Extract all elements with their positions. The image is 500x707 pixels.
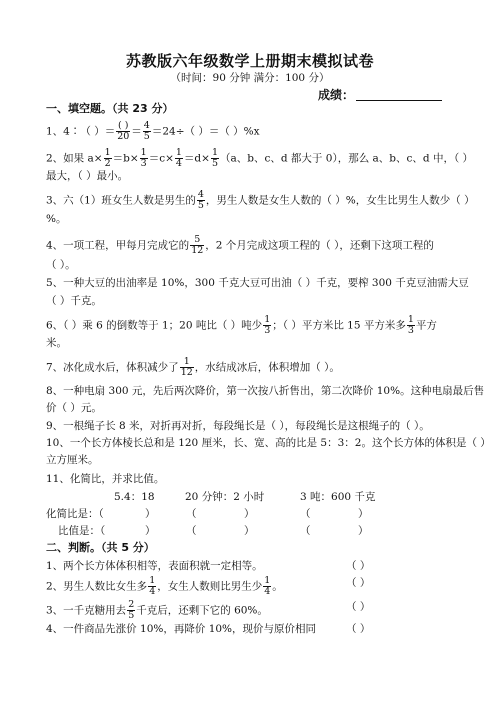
j2-text-c: 。 — [272, 580, 283, 593]
judge-question-1: 1、两个长方体体积相等，表面积就一定相等。 — [46, 560, 263, 572]
question-1-8: 8、一种电扇 300 元，先后两次降价，第一次按八折售出，第二次降价 10%。这种电扇最后售 — [46, 385, 485, 397]
q1-text-c: ＝24÷（ ）＝（ ）%x — [151, 125, 260, 138]
q6-fraction-1 — [263, 315, 271, 336]
question-1-5: 5、一种大豆的出油率是 10%，300 千克大豆可出油（ ）千克，要榨 300 千克豆油需大豆 — [46, 277, 469, 289]
q2-text-c: ＝c× — [148, 152, 174, 165]
judge-question-2 — [46, 576, 480, 597]
judge-answer-2[interactable]: （ ） — [346, 577, 371, 589]
q11-column-1: 5.4：18 — [114, 491, 155, 503]
q1-text-a: 1、4∶（ ）＝ — [46, 125, 116, 138]
question-1-4 — [46, 235, 480, 256]
q6-f2-numerator: 1 — [407, 314, 414, 325]
q2-f1-numerator: 1 — [104, 147, 111, 158]
question-1-1 — [46, 121, 480, 142]
q11-r2-open-2: （ — [186, 525, 197, 537]
j2-text-b: ，女生人数则比男生少 — [157, 580, 263, 593]
j3-numerator: 2 — [128, 599, 135, 610]
q3-denominator: 5 — [197, 200, 204, 211]
j3-fraction — [127, 600, 135, 621]
q1-f1-numerator: ( ) — [118, 120, 129, 131]
q1-f2-denominator: 5 — [143, 131, 150, 142]
question-1-11: 11、化简比，并求比值。 — [46, 473, 165, 485]
q2-text-b: ＝b× — [112, 152, 139, 165]
j2-f2-denominator: 4 — [264, 586, 271, 597]
judge-answer-3[interactable]: （ ） — [346, 601, 371, 613]
q7-numerator: 1 — [180, 357, 194, 368]
question-1-8-line2: 价（ ）元。 — [46, 402, 102, 414]
q6-fraction-2 — [407, 315, 415, 336]
q6-text-c: 平方 — [415, 319, 437, 332]
question-1-4-line2: （ ）。 — [46, 259, 76, 271]
q1-fraction-2 — [143, 121, 151, 142]
q3-fraction — [197, 190, 205, 211]
q11-r2-close-3: ） — [358, 525, 369, 537]
question-1-2-line2: 最大，（ ）最小。 — [46, 170, 129, 182]
q2-f3-denominator: 4 — [175, 158, 182, 169]
q7-text-b: ，水结成冰后，体积增加（ ）。 — [194, 361, 340, 374]
q2-text-e: （a、b、c、d 都大于 0），那么 a、b、c、d 中，（ ） — [220, 152, 474, 165]
q6-text-b: ；（ ）平方米比 15 平方米多 — [272, 319, 406, 332]
q11-r1-close-2: ） — [244, 508, 255, 520]
exam-subtitle: （时间：90 分钟 满分：100 分） — [170, 72, 330, 84]
score-label: 成绩： — [318, 88, 355, 102]
j2-fraction-1 — [148, 576, 156, 597]
section1-heading: 一、填空题。（共 23 分） — [46, 102, 174, 115]
q11-r2-open-3: （ — [300, 525, 311, 537]
question-1-2 — [46, 148, 480, 169]
question-1-7 — [46, 357, 480, 378]
q2-text-d: ＝d× — [183, 152, 210, 165]
q11-r2-close-1: ） — [145, 525, 156, 537]
q7-text-a: 7、冰化成水后，体积减少了 — [46, 361, 179, 374]
q2-fraction-3 — [175, 148, 183, 169]
q2-fraction-4 — [211, 148, 219, 169]
question-1-9: 9、一根绳子长 8 米，对折再对折，每段绳长是（ ），每段绳长是这根绳子的（ ）。 — [46, 420, 430, 432]
judge-answer-4[interactable]: （ ） — [346, 623, 371, 635]
j3-denominator: 5 — [128, 610, 135, 621]
q11-column-3: 3 吨：600 千克 — [300, 491, 376, 503]
q2-f3-numerator: 1 — [175, 147, 182, 158]
q11-column-2: 20 分钟：2 小时 — [185, 491, 265, 503]
q2-text-a: 2、如果 a× — [46, 152, 103, 165]
q2-f4-denominator: 5 — [211, 158, 219, 169]
q1-f2-numerator: 4 — [143, 120, 150, 131]
judge-question-3 — [46, 600, 480, 621]
q4-text-b: ，2 个月完成这项工程的（ ），还剩下这项工程的 — [205, 239, 434, 252]
q2-f1-denominator: 2 — [104, 158, 111, 169]
score-field — [318, 86, 442, 103]
question-1-10-line2: 立方厘米。 — [46, 454, 99, 466]
q11-value-label: 比值是：（ — [58, 525, 106, 537]
q1-f1-denominator: 20 — [117, 131, 130, 142]
q2-fraction-1 — [104, 148, 112, 169]
judge-question-4: 4、一件商品先涨价 10%，再降价 10%，现价与原价相同 — [46, 623, 317, 635]
q1-text-b: ＝ — [131, 125, 142, 138]
q4-text-a: 4、一项工程，甲每月完成它的 — [46, 239, 190, 252]
q11-r2-close-2: ） — [244, 525, 255, 537]
q11-r1-close-3: ） — [358, 508, 369, 520]
j2-fraction-2 — [263, 576, 271, 597]
q1-fraction-1 — [116, 121, 130, 142]
q2-fraction-2 — [140, 148, 148, 169]
q2-f2-numerator: 1 — [140, 147, 147, 158]
q7-denominator: 12 — [180, 367, 193, 378]
q4-numerator: 5 — [190, 235, 204, 246]
q6-text-a: 6、（ ）乘 6 的倒数等于 1；20 吨比（ ）吨少 — [46, 319, 263, 332]
q7-fraction — [180, 357, 194, 378]
judge-answer-1[interactable]: （ ） — [346, 560, 371, 572]
question-1-10: 10、一个长方体棱长总和是 120 厘米，长、宽、高的比是 5：3：2。这个长方体的体积是（ ） — [46, 437, 491, 449]
q11-r1-open-2: （ — [186, 508, 197, 520]
j3-text-b: 千克后，还剩下它的 60%。 — [136, 604, 268, 617]
q11-r1-open-3: （ — [300, 508, 311, 520]
q11-ratio-label: 化简比是：（ — [46, 508, 104, 520]
exam-title: 苏教版六年级数学上册期末模拟试卷 — [125, 52, 374, 70]
j2-f1-denominator: 4 — [149, 586, 156, 597]
q6-f1-numerator: 1 — [264, 314, 271, 325]
question-1-6 — [46, 315, 480, 336]
question-1-3-line2: %。 — [46, 213, 67, 225]
q6-f2-denominator: 3 — [407, 325, 414, 336]
question-1-3 — [46, 190, 480, 211]
q3-text-a: 3、六（1）班女生人数是男生的 — [46, 194, 196, 207]
j2-f1-numerator: 1 — [149, 575, 156, 586]
score-blank[interactable] — [356, 88, 442, 101]
q4-denominator: 12 — [191, 245, 204, 256]
question-1-5-line2: （ ）千克。 — [46, 295, 102, 307]
question-1-6-line2: 米。 — [46, 337, 67, 349]
j3-text-a: 3、一千克糖用去 — [46, 604, 127, 617]
q3-text-b: ，男生人数是女生人数的（ ）%，女生比男生人数少（ ） — [205, 194, 475, 207]
j2-text-a: 2、男生人数比女生多 — [46, 580, 148, 593]
q6-f1-denominator: 3 — [264, 325, 271, 336]
j2-f2-numerator: 1 — [264, 575, 271, 586]
section2-heading: 二、判断。（共 5 分） — [46, 541, 155, 554]
q4-fraction — [190, 235, 204, 256]
q2-f2-denominator: 3 — [140, 158, 147, 169]
q2-f4-numerator: 1 — [211, 147, 219, 158]
q3-numerator: 4 — [197, 189, 204, 200]
q11-r1-close-1: ） — [145, 508, 156, 520]
